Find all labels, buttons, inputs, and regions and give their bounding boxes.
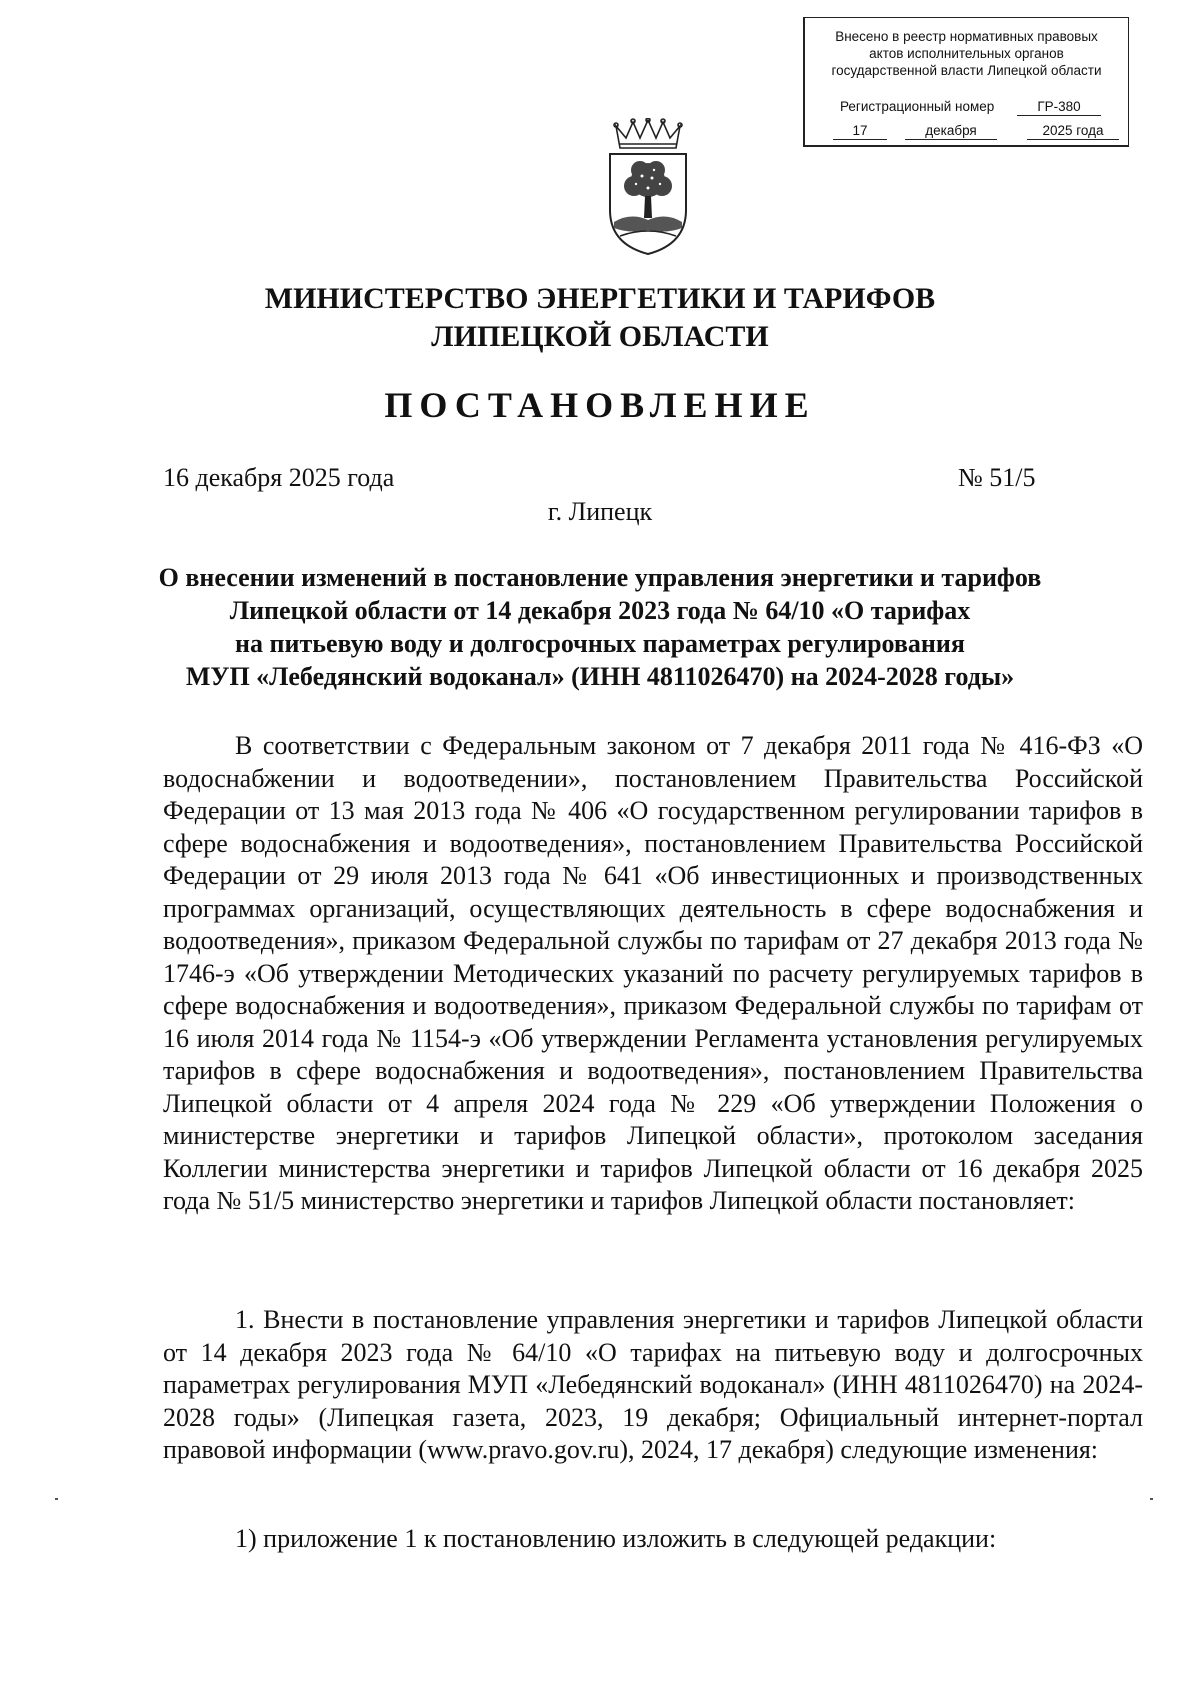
- ministry-name-line: МИНИСТЕРСТВО ЭНЕРГЕТИКИ И ТАРИФОВ: [264, 282, 936, 315]
- stamp-line: актов исполнительных органов: [869, 46, 1064, 61]
- document-city: г. Липецк: [547, 497, 653, 526]
- clause-1-item-1-paragraph: 1) приложение 1 к постановлению изложить в следующей редакции:: [235, 1524, 997, 1553]
- document-title: [140, 561, 1060, 693]
- stamp-line: государственной власти Липецкой области: [831, 63, 1102, 78]
- title-line: О внесении изменений в постановление управления энергетики и тарифов: [158, 563, 1042, 592]
- scan-speck: [1150, 1498, 1153, 1500]
- title-line: на питьевую воду и долгосрочных параметрах регулирования: [235, 629, 965, 658]
- stamp-month: декабря: [905, 122, 997, 140]
- title-line: МУП «Лебедянский водоканал» (ИНН 4811026470) на 2024-2028 годы»: [185, 662, 1015, 691]
- document-type: ПОСТАНОВЛЕНИЕ: [384, 385, 816, 425]
- stamp-line: Внесено в реестр нормативных правовых: [835, 29, 1098, 44]
- title-line: Липецкой области от 14 декабря 2023 года № 64/10 «О тарифах: [229, 596, 971, 625]
- stamp-year: 2025 года: [1027, 122, 1119, 140]
- clause-1-paragraph: 1. Внести в постановление управления энергетики и тарифов Липецкой области от 14 декабря 2023 года № 64/10 «О тарифах на питьевую воду и долгосрочных параметрах регулирования МУП «Лебедянский водоканал» (ИНН 4811026470) на 2024-2028 годы» (Липецкая газета, 2023, 19 декабря; Официальный интернет-портал правовой информации (www.pravo.gov.ru), 2024, 17 декабря) следующие изменения:: [163, 1305, 1143, 1464]
- stamp-day: 17: [833, 122, 887, 140]
- document-number: № 51/5: [958, 463, 1036, 492]
- lipetsk-coat-of-arms-icon: [606, 118, 690, 258]
- scan-speck: [55, 1498, 58, 1500]
- ministry-name-line: ЛИПЕЦКОЙ ОБЛАСТИ: [431, 320, 769, 353]
- stamp-registration-label: Регистрационный номер: [840, 99, 995, 114]
- ministry-name: [0, 280, 1200, 356]
- document-date: 16 декабря 2025 года: [163, 463, 395, 492]
- preamble-paragraph: В соответствии с Федеральным законом от 7 декабря 2011 года № 416-ФЗ «О водоснабжении и водоотведении», постановлением Правительства Российской Федерации от 13 мая 2013 года № 406 «О государственном регулировании тарифов в сфере водоснабжения и водоотведения», постановлением Правительства Российской Федерации от 29 июля 2013 года № 641 «Об инвестиционных и производственных программах организаций, осуществляющих деятельность в сфере водоснабжения и водоотведения», приказом Федеральной службы по тарифам от 27 декабря 2013 года № 1746-э «Об утверждении Методических указаний по расчету регулируемых тарифов в сфере водоснабжения и водоотведения», приказом Федеральной службы по тарифам от 16 июля 2014 года № 1154-э «Об утверждении Регламента установления регулируемых тарифов в сфере водоснабжения и водоотведения», постановлением Правительства Липецкой области от 4 апреля 2024 года № 229 «Об утверждении Положения о министерстве энергетики и тарифов Липецкой области», протоколом заседания Коллегии министерства энергетики и тарифов Липецкой области от 16 декабря 2025 года № 51/5 министерство энергетики и тарифов Липецкой области постановляет:: [163, 731, 1143, 1215]
- registry-stamp: [803, 17, 1129, 147]
- stamp-registration-number: ГР-380: [1017, 98, 1101, 116]
